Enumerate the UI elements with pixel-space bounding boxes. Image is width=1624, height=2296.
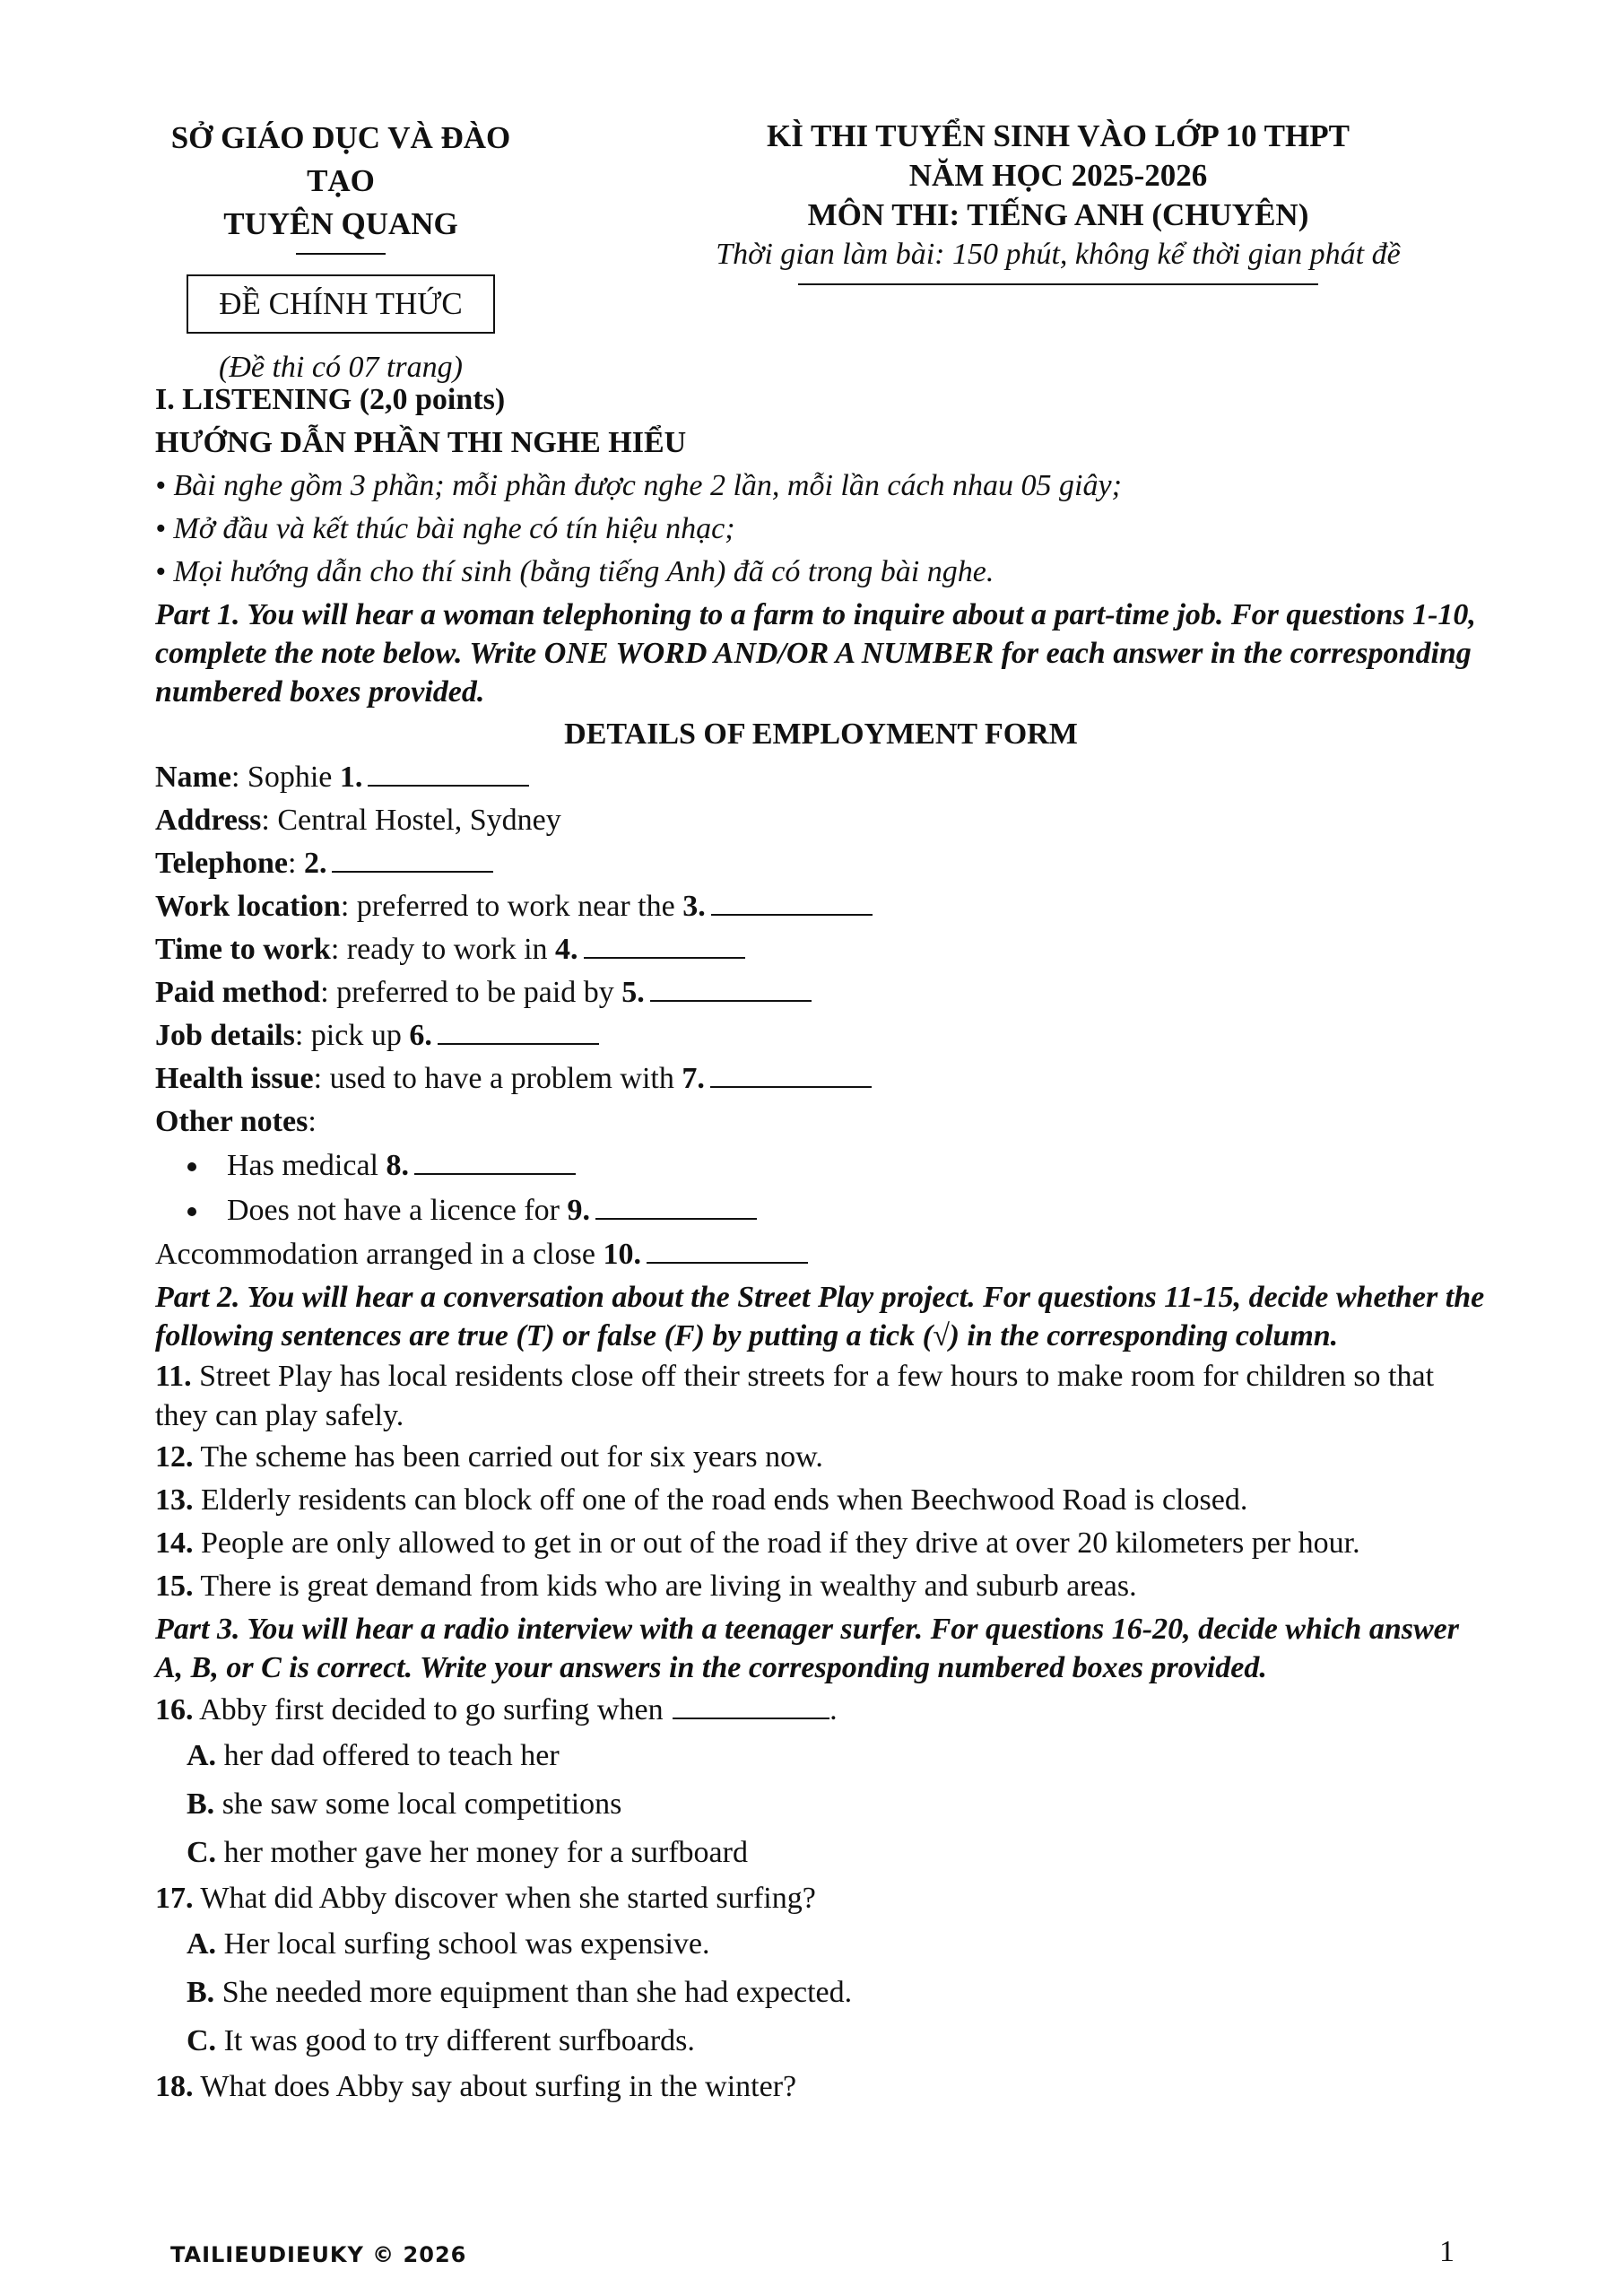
option-letter: B. [187, 1787, 215, 1821]
field-text: : pick up [294, 1019, 402, 1052]
field-text: Has medical [227, 1149, 378, 1182]
option-letter: A. [187, 1739, 217, 1772]
question-number: 6. [409, 1019, 432, 1052]
answer-blank[interactable] [438, 1018, 599, 1045]
form-row-accommodation [155, 1233, 1487, 1276]
question-number: 1. [339, 761, 363, 794]
field-text: : preferred to be paid by [320, 976, 614, 1009]
answer-option [155, 2017, 1487, 2066]
answer-blank[interactable] [647, 1237, 808, 1264]
question-item [155, 1565, 1487, 1608]
answer-blank[interactable] [650, 975, 812, 1002]
part2-instruction: Part 2. You will hear a conversation about the Street Play project. For questions 11-15, decide whether the following sentences are true (T) or false (F) by putting a tick (√) in the corresponding column. [155, 1281, 1485, 1352]
question-number: 4. [555, 933, 578, 966]
question-16 [155, 1689, 1487, 1732]
field-label: Time to work [155, 933, 331, 966]
question-text: Street Play has local residents close off their streets for a few hours to make room for children so that they can play safely. [155, 1360, 1435, 1432]
option-text: Her local surfing school was expensive. [216, 1927, 710, 1961]
question-item [155, 1436, 1487, 1479]
option-text: her dad offered to teach her [216, 1739, 560, 1772]
question-number: 3. [682, 890, 706, 923]
time-note: Thời gian làm bài: 150 phút, không kể thời gian phát đề [716, 238, 1401, 271]
field-text: Accommodation arranged in a close [155, 1238, 595, 1271]
header-right-rule [798, 283, 1318, 285]
field-label: Paid method [155, 976, 321, 1009]
listening-guide-title: HƯỚNG DẪN PHẦN THI NGHE HIỂU [155, 426, 687, 459]
field-text: : preferred to work near the [340, 890, 675, 923]
exam-title: KÌ THI TUYỂN SINH VÀO LỚP 10 THPT [767, 118, 1350, 153]
form-row-address [155, 799, 1487, 842]
answer-blank[interactable] [368, 760, 529, 787]
question-number: 5. [621, 976, 645, 1009]
question-text: What does Abby say about surfing in the winter? [193, 2070, 797, 2103]
field-text: : [308, 1105, 317, 1138]
guide-item: • Mọi hướng dẫn cho thí sinh (bằng tiếng Anh) đã có trong bài nghe. [155, 555, 994, 588]
field-label: Address [155, 804, 262, 837]
question-text: What did Abby discover when she started surfing? [193, 1882, 816, 1915]
option-letter: C. [187, 1836, 217, 1869]
form-row-other-notes [155, 1100, 1487, 1144]
question-text: There is great demand from kids who are living in wealthy and suburb areas. [193, 1570, 1137, 1603]
question-17 [155, 1877, 1487, 1920]
question-number: 8. [386, 1149, 409, 1182]
question-item [155, 1479, 1487, 1522]
option-text: It was good to try different surfboards. [216, 2024, 695, 2057]
question-number: 12. [155, 1440, 194, 1474]
question-end: . [829, 1693, 838, 1726]
field-label: Work location [155, 890, 341, 923]
question-number: 13. [155, 1483, 194, 1517]
guide-item: • Bài nghe gồm 3 phần; mỗi phần được nghe 2 lần, mỗi lần cách nhau 05 giây; [155, 469, 1122, 502]
header-right [664, 117, 1453, 285]
form-row-time-to-work [155, 928, 1487, 971]
field-text: : [288, 847, 297, 880]
official-exam-box: ĐỀ CHÍNH THỨC [187, 274, 495, 334]
form-row-paid-method [155, 971, 1487, 1014]
exam-content [155, 378, 1487, 2109]
list-item [211, 1188, 1487, 1233]
question-number: 14. [155, 1526, 194, 1560]
field-label: Telephone [155, 847, 289, 880]
question-number: 2. [303, 847, 327, 880]
footer-brand: TAILIEUDIEUKY © 2026 [170, 2242, 467, 2267]
field-text: Does not have a licence for [227, 1194, 560, 1227]
answer-blank[interactable] [584, 932, 745, 959]
exam-subject: MÔN THI: TIẾNG ANH (CHUYÊN) [807, 197, 1309, 232]
school-year: NĂM HỌC 2025-2026 [908, 158, 1208, 193]
form-row-name [155, 756, 1487, 799]
question-text: Elderly residents can block off one of the road ends when Beechwood Road is closed. [193, 1483, 1248, 1517]
question-text: Abby first decided to go surfing when [193, 1693, 664, 1726]
question-item [155, 1522, 1487, 1565]
question-number: 10. [603, 1238, 641, 1271]
question-text: The scheme has been carried out for six years now. [193, 1440, 823, 1474]
field-label: Other notes [155, 1105, 308, 1138]
header-left-rule [296, 253, 386, 255]
other-notes-list [155, 1144, 1487, 1233]
answer-option [155, 1920, 1487, 1969]
question-number: 9. [567, 1194, 590, 1227]
field-label: Job details [155, 1019, 295, 1052]
field-label: Name [155, 761, 231, 794]
option-letter: A. [187, 1927, 217, 1961]
answer-blank[interactable] [710, 1061, 872, 1088]
form-title: DETAILS OF EMPLOYMENT FORM [564, 718, 1078, 751]
form-row-job-details [155, 1014, 1487, 1057]
answer-blank[interactable] [332, 846, 493, 873]
answer-blank[interactable] [414, 1148, 576, 1175]
option-text: She needed more equipment than she had expected. [214, 1976, 853, 2009]
question-18 [155, 2066, 1487, 2109]
option-letter: C. [187, 2024, 217, 2057]
field-text: : Sophie [230, 761, 333, 794]
guide-item: • Mở đầu và kết thúc bài nghe có tín hiệu nhạc; [155, 512, 735, 545]
question-number: 7. [682, 1062, 705, 1095]
answer-blank[interactable] [595, 1193, 757, 1220]
question-number: 18. [155, 2070, 194, 2103]
field-text: : ready to work in [330, 933, 548, 966]
answer-blank[interactable] [711, 889, 873, 916]
form-row-health-issue [155, 1057, 1487, 1100]
part1-instruction: Part 1. You will hear a woman telephoning to a farm to inquire about a part-time job. For questions 1-10, complete the note below. Write ONE WORD AND/OR A NUMBER for each answer in the corresponding numbered boxes provided. [155, 598, 1476, 709]
part3-instruction: Part 3. You will hear a radio interview with a teenager surfer. For questions 16-20, decide which answer A, B, or C is correct. Write your answers in the corresponding numbered boxes provided. [155, 1613, 1459, 1684]
answer-option [155, 1732, 1487, 1780]
page-number: 1 [1439, 2235, 1455, 2268]
field-label: Health issue [155, 1062, 314, 1095]
answer-option [155, 1780, 1487, 1829]
question-number: 15. [155, 1570, 194, 1603]
question-item [155, 1357, 1487, 1436]
field-text: : Central Hostel, Sydney [261, 804, 561, 837]
field-text: : used to have a problem with [313, 1062, 674, 1095]
question-text: People are only allowed to get in or out of the road if they drive at over 20 kilometers per hour. [193, 1526, 1360, 1560]
pages-note: (Đề thi có 07 trang) [219, 351, 463, 384]
option-letter: B. [187, 1976, 215, 2009]
answer-option [155, 1969, 1487, 2017]
province-name: TUYÊN QUANG [223, 206, 458, 241]
form-row-work-location [155, 885, 1487, 928]
answer-blank[interactable] [673, 1692, 829, 1719]
option-text: she saw some local competitions [214, 1787, 622, 1821]
form-row-telephone [155, 842, 1487, 885]
header-left [135, 117, 547, 389]
listening-title: I. LISTENING (2,0 points) [155, 383, 506, 416]
question-number: 17. [155, 1882, 194, 1915]
list-item [211, 1144, 1487, 1188]
question-number: 16. [155, 1693, 194, 1726]
department-name: SỞ GIÁO DỤC VÀ ĐÀO TẠO [170, 120, 511, 198]
question-number: 11. [155, 1360, 192, 1393]
answer-option [155, 1829, 1487, 1877]
option-text: her mother gave her money for a surfboard [216, 1836, 748, 1869]
